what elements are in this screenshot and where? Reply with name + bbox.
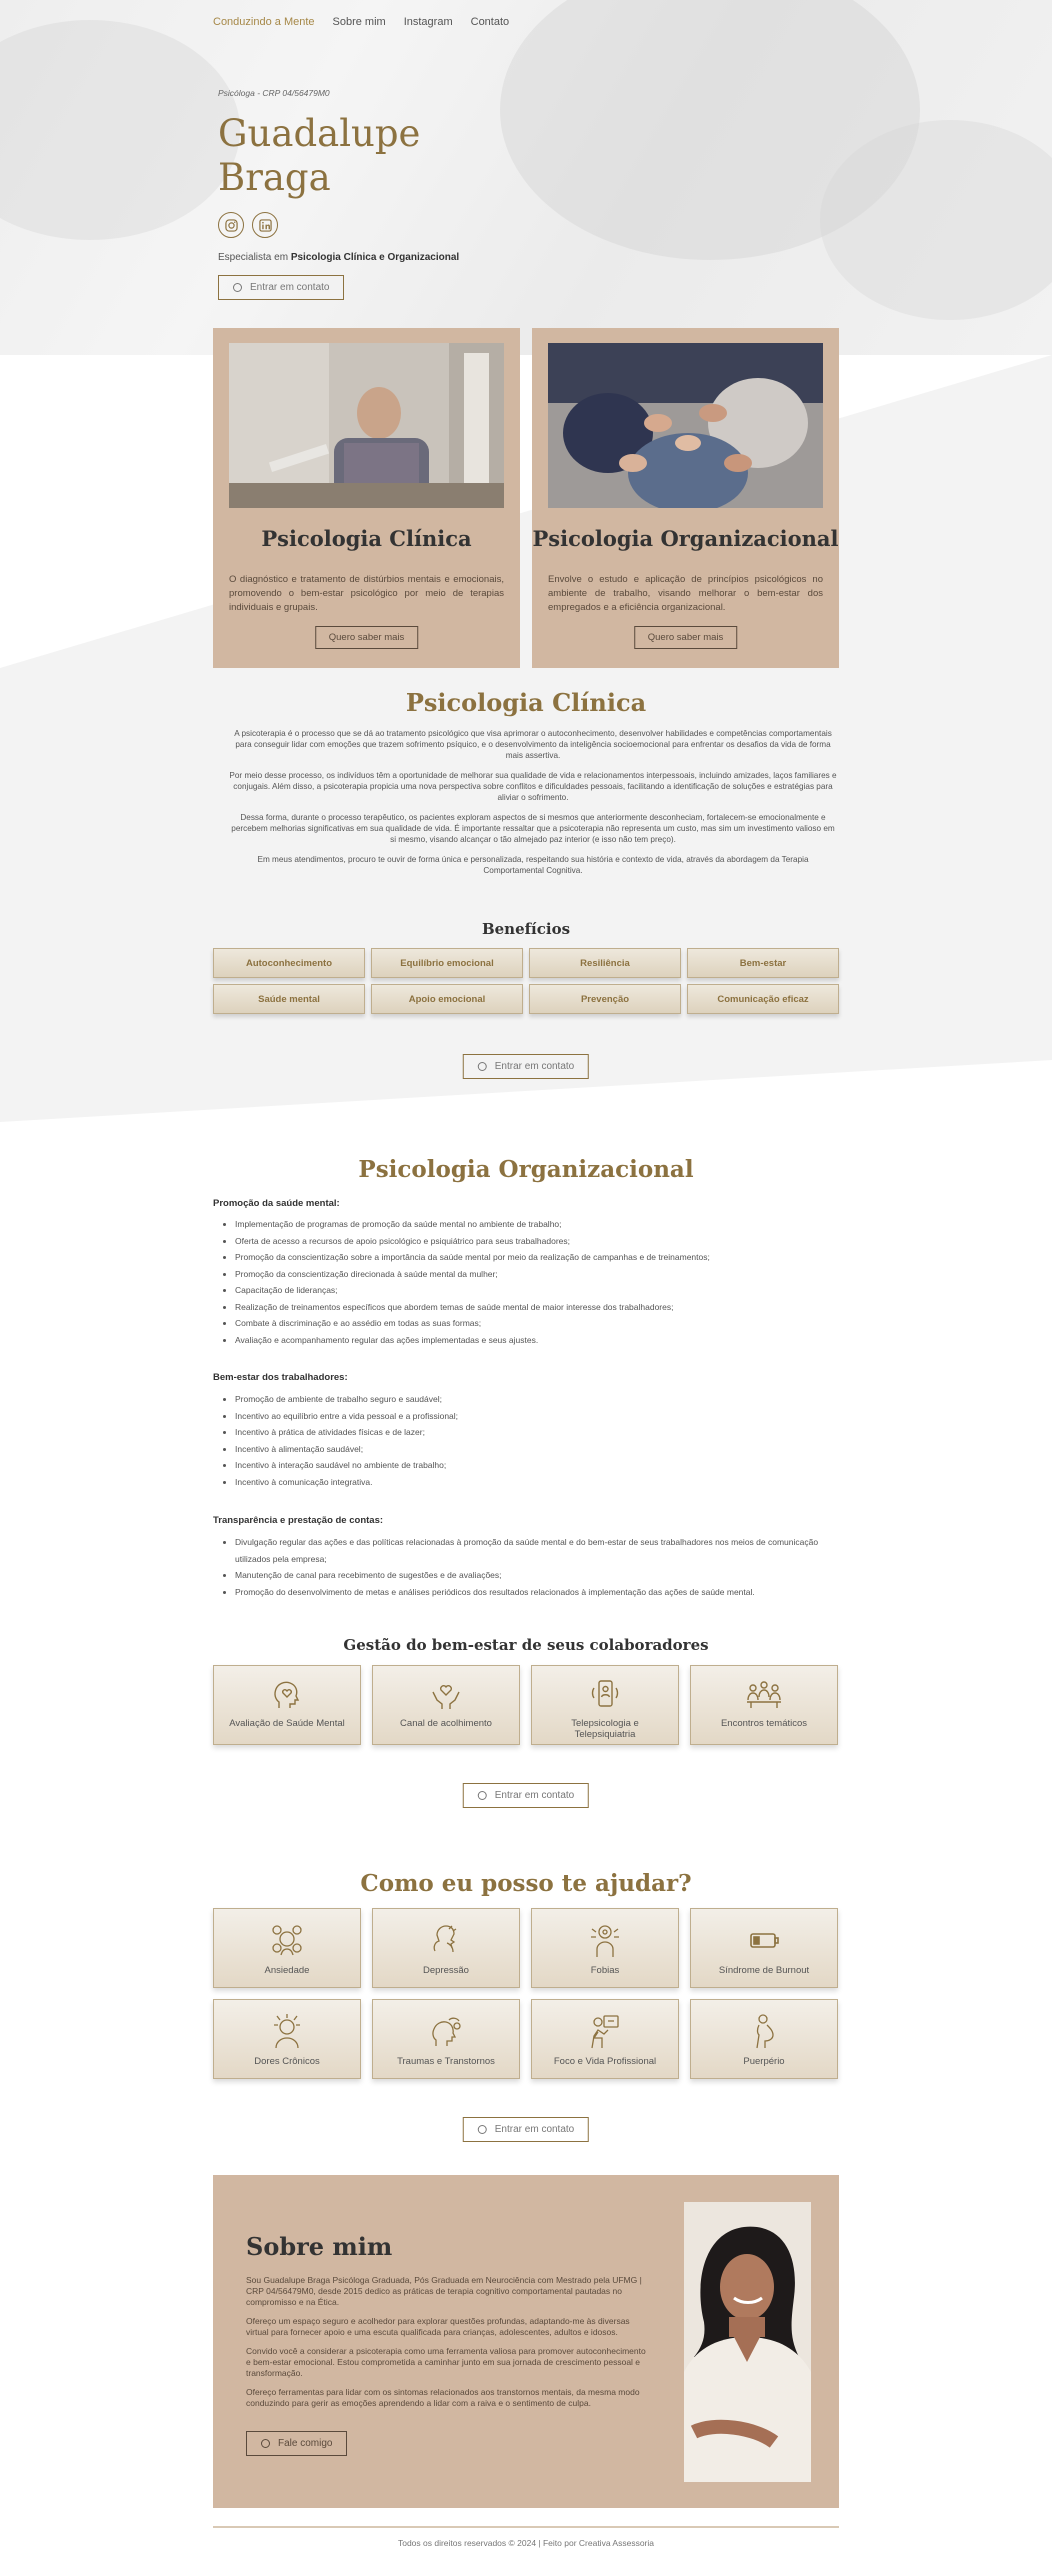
trauma-icon <box>427 2012 465 2050</box>
org-list-item: • Incentivo à alimentação saudável; <box>235 1441 835 1458</box>
help-contact-button[interactable] <box>463 2117 589 2142</box>
about-contact-button[interactable] <box>246 2431 347 2456</box>
clinical-paragraph: Por meio desse processo, os indivíduos têm a oportunidade de melhorar sua qualidade de vida e relacionamentos interpessoais, incluindo amizades, laços familiares e conjugais. Além disso, a psicoterapia propicia uma nova perspectiva sobre conflitos e dificuldades pessoais, facilitando a identificação de soluções e estratégias para aliviar o sofrimento. <box>229 771 837 802</box>
help-card <box>690 1999 838 2079</box>
hero-name-last: Braga <box>218 156 331 199</box>
org-group-list <box>235 1391 835 1490</box>
org-list-item: • Promoção da conscientização sobre a importância da saúde mental por meio da realização de campanhas e de treinamentos; <box>235 1249 835 1266</box>
pregnancy-icon <box>745 2012 783 2050</box>
heart-hands-icon <box>429 1678 463 1712</box>
clinical-contact-label: Entrar em contato <box>494 1061 575 1072</box>
help-card <box>690 1908 838 1988</box>
specialty-prefix: Especialista em <box>218 252 289 263</box>
hero-contact-button[interactable] <box>218 275 344 300</box>
clinical-title: Psicologia Clínica <box>405 688 647 717</box>
section-divider <box>0 355 1052 668</box>
org-list-item: • Avaliação e acompanhamento regular das ações implementadas e seus ajustes. <box>235 1332 835 1349</box>
benefit-chip: Bem-estar <box>687 948 839 978</box>
whatsapp-icon <box>233 283 242 292</box>
clinical-photo <box>229 343 504 508</box>
service-title: Psicologia Organizacional <box>532 526 839 551</box>
org-group-heading: Bem-estar dos trabalhadores: <box>213 1372 348 1383</box>
service-more-button[interactable]: Quero saber mais <box>315 626 419 649</box>
clinical-paragraph: Em meus atendimentos, procuro te ouvir de forma única e personalizada, respeitando sua história e contexto de vida, através da abordagem da Terapia Comportamental Cognitiva. <box>257 855 809 875</box>
service-title: Psicologia Clínica <box>261 526 472 551</box>
hero-content <box>218 88 518 300</box>
service-description: O diagnóstico e tratamento de distúrbios mentais e emocionais, promovendo o bem-estar psicológico por meio de terapias individuais e grupais. <box>229 574 504 613</box>
linkedin-icon[interactable] <box>252 212 278 238</box>
instagram-icon[interactable] <box>218 212 244 238</box>
management-card <box>690 1665 838 1745</box>
org-list-item: • Promoção da conscientização direcionada à saúde mental da mulher; <box>235 1266 835 1283</box>
help-label: Dores Crônicos <box>254 2056 320 2067</box>
service-more-button[interactable]: Quero saber mais <box>634 626 738 649</box>
org-list-item: • Realização de treinamentos específicos que abordem temas de saúde mental de maior interesse dos trabalhadores; <box>235 1299 835 1316</box>
nav-instagram[interactable]: Instagram <box>403 16 453 28</box>
specialty-area: Psicologia Clínica e Organizacional <box>290 252 460 263</box>
about-paragraph: Ofereço um espaço seguro e acolhedor para explorar questões profundas, adaptando-me às diversas virtual para fornecer apoio e uma escuta qualificada para crianças, adolescentes, adultos e idosos. <box>246 2316 630 2337</box>
specialty-line <box>218 252 518 263</box>
footer-text: Todos os direitos reservados © 2024 | Feito por Creativa Assessoria <box>397 2538 655 2548</box>
benefit-chip: Autoconhecimento <box>213 948 365 978</box>
org-group-list <box>235 1216 835 1348</box>
help-label: Traumas e Transtornos <box>397 2056 495 2067</box>
org-list-item: • Manutenção de canal para recebimento de sugestões e de avaliações; <box>235 1567 835 1584</box>
nav-about[interactable]: Sobre mim <box>332 16 386 28</box>
benefits-grid <box>213 948 839 1014</box>
org-list-item: • Incentivo à comunicação integrativa. <box>235 1474 835 1491</box>
footer-divider <box>213 2526 839 2528</box>
help-card <box>372 1999 520 2079</box>
clinical-contact-button[interactable] <box>463 1054 589 1079</box>
management-label: Avaliação de Saúde Mental <box>229 1718 345 1729</box>
org-group-list <box>235 1534 835 1600</box>
org-contact-label: Entrar em contato <box>494 1790 575 1801</box>
help-label: Foco e Vida Profissional <box>553 2056 657 2067</box>
head-heart-icon <box>270 1678 304 1712</box>
org-list-item: • Incentivo ao equilíbrio entre a vida pessoal e a profissional; <box>235 1408 835 1425</box>
help-card <box>372 1908 520 1988</box>
about-paragraph: Convido você a considerar a psicoterapia como uma ferramenta valiosa para promover autoconhecimento e bem-estar emocional. Estou comprometida a caminhar junto em sua jornada de crescimento pessoal e transformação. <box>246 2346 646 2378</box>
org-list-item: • Divulgação regular das ações e das políticas relacionadas à promoção da saúde mental e do bem-estar de seus trabalhadores nos meios de comunicação utilizados pela empresa; <box>235 1534 835 1567</box>
help-card <box>213 1908 361 1988</box>
clinical-paragraph: A psicoterapia é o processo que se dá ao tratamento psicológico que visa aprimorar o autoconhecimento, desenvolver habilidades e competências comportamentais para conseguir lidar com emoções que trazem sofrimento psíquico, e o desenvolvimento da inteligência socioemocional para enfrentar os desafios da vida de forma mais assertiva. <box>234 729 832 760</box>
service-description: Envolve o estudo e aplicação de princípios psicológicos no ambiente de trabalho, visando melhorar o bem-estar dos empregados e a eficiência organizacional. <box>548 574 823 613</box>
benefit-chip: Apoio emocional <box>371 984 523 1014</box>
nav-contact[interactable]: Contato <box>470 16 510 28</box>
org-list-item: • Implementação de programas de promoção da saúde mental no ambiente de trabalho; <box>235 1216 835 1233</box>
hero-contact-label: Entrar em contato <box>250 282 330 293</box>
group-meeting-icon <box>745 1678 783 1712</box>
help-label: Síndrome de Burnout <box>718 1965 810 1976</box>
help-contact-label: Entrar em contato <box>494 2124 575 2135</box>
org-title: Psicologia Organizacional <box>358 1156 694 1183</box>
anxiety-icon <box>268 1921 306 1959</box>
whatsapp-icon <box>261 2439 270 2448</box>
hero-blur-shape <box>0 20 240 240</box>
org-list-item: • Promoção de ambiente de trabalho seguro e saudável; <box>235 1391 835 1408</box>
org-list-item: • Incentivo à prática de atividades físicas e de lazer; <box>235 1424 835 1441</box>
organizational-photo <box>548 343 823 508</box>
whatsapp-icon <box>478 1062 487 1071</box>
help-label: Puerpério <box>743 2056 785 2067</box>
clinical-paragraph: Dessa forma, durante o processo terapêutico, os pacientes exploram aspectos de si mesmos que anteriormente desconheciam, fortalecem-se emocionalmente e percebem melhorias significativas em sua qualidade de vida. É importante ressaltar que a psicoterapia não representa um custo, mas sim um investimento valioso em si mesmo, visando alcançar o tão almejado paz interior (e isso não tem preço). <box>231 813 835 844</box>
org-list-item: • Capacitação de lideranças; <box>235 1282 835 1299</box>
service-card-organizational <box>532 328 839 668</box>
management-title: Gestão do bem-estar de seus colaboradores <box>343 1636 709 1654</box>
nav-home[interactable]: Conduzindo a Mente <box>213 16 315 28</box>
help-card <box>213 1999 361 2079</box>
benefit-chip: Resiliência <box>529 948 681 978</box>
hero-background <box>0 0 1052 355</box>
about-paragraph: Ofereço ferramentas para lidar com os sintomas relacionados aos transtornos mentais, da mesma modo conduzindo para gerir as emoções aprendendo a lidar com a raiva e o sentimento de culpa. <box>246 2387 640 2408</box>
phone-consult-icon <box>588 1678 622 1712</box>
org-list-item: • Incentivo à interação saudável no ambiente de trabalho; <box>235 1457 835 1474</box>
management-label: Canal de acolhimento <box>400 1718 492 1729</box>
about-paragraph: Sou Guadalupe Braga Psicóloga Graduada, Pós Graduada em Neurociência com Mestrado pela UFMG | CRP 04/56479M0, desde 2015 dedico as práticas de terapia cognitivo comportamental pautadas no compromisso e na Ética. <box>246 2275 642 2307</box>
management-label: Encontros temáticos <box>720 1718 808 1729</box>
org-group-heading: Transparência e prestação de contas: <box>213 1515 384 1526</box>
help-card <box>531 1999 679 2079</box>
benefit-chip: Comunicação eficaz <box>687 984 839 1014</box>
battery-low-icon <box>745 1921 783 1959</box>
help-label: Ansiedade <box>264 1965 310 1976</box>
org-contact-button[interactable] <box>463 1783 589 1808</box>
social-links <box>218 212 518 238</box>
help-title: Como eu posso te ajudar? <box>360 1870 692 1897</box>
service-card-clinical <box>213 328 520 668</box>
profile-photo <box>684 2202 811 2482</box>
management-card <box>531 1665 679 1745</box>
crp-label: Psicóloga - CRP 04/56479M0 <box>218 88 330 98</box>
help-label: Fobias <box>590 1965 620 1976</box>
org-group-heading: Promoção da saúde mental: <box>213 1198 340 1209</box>
about-title: Sobre mim <box>246 2232 393 2261</box>
management-card <box>372 1665 520 1745</box>
focus-icon <box>586 2012 624 2050</box>
help-card <box>531 1908 679 1988</box>
hero-name <box>218 112 518 200</box>
management-label: Telepsicologia e Telepsiquiatria <box>571 1718 639 1740</box>
benefits-title: Benefícios <box>481 920 571 938</box>
org-list-item: • Combate à discriminação e ao assédio em todas as suas formas; <box>235 1315 835 1332</box>
org-list-item: • Oferta de acesso a recursos de apoio psicológico e psiquiátrico para seus trabalhadores; <box>235 1233 835 1250</box>
about-contact-label: Fale comigo <box>278 2438 333 2449</box>
org-list-item: • Promoção do desenvolvimento de metas e análises periódicos dos resultados relacionados à implementação das ações de saúde mental. <box>235 1584 835 1601</box>
management-card <box>213 1665 361 1745</box>
about-section <box>213 2175 839 2508</box>
depression-icon <box>427 1921 465 1959</box>
benefit-chip: Prevenção <box>529 984 681 1014</box>
top-nav <box>213 16 509 28</box>
benefit-chip: Equilíbrio emocional <box>371 948 523 978</box>
hero-name-first: Guadalupe <box>218 112 421 155</box>
whatsapp-icon <box>478 2125 487 2134</box>
whatsapp-icon <box>478 1791 487 1800</box>
phobia-icon <box>586 1921 624 1959</box>
benefit-chip: Saúde mental <box>213 984 365 1014</box>
chronic-pain-icon <box>268 2012 306 2050</box>
help-label: Depressão <box>423 1965 469 1976</box>
